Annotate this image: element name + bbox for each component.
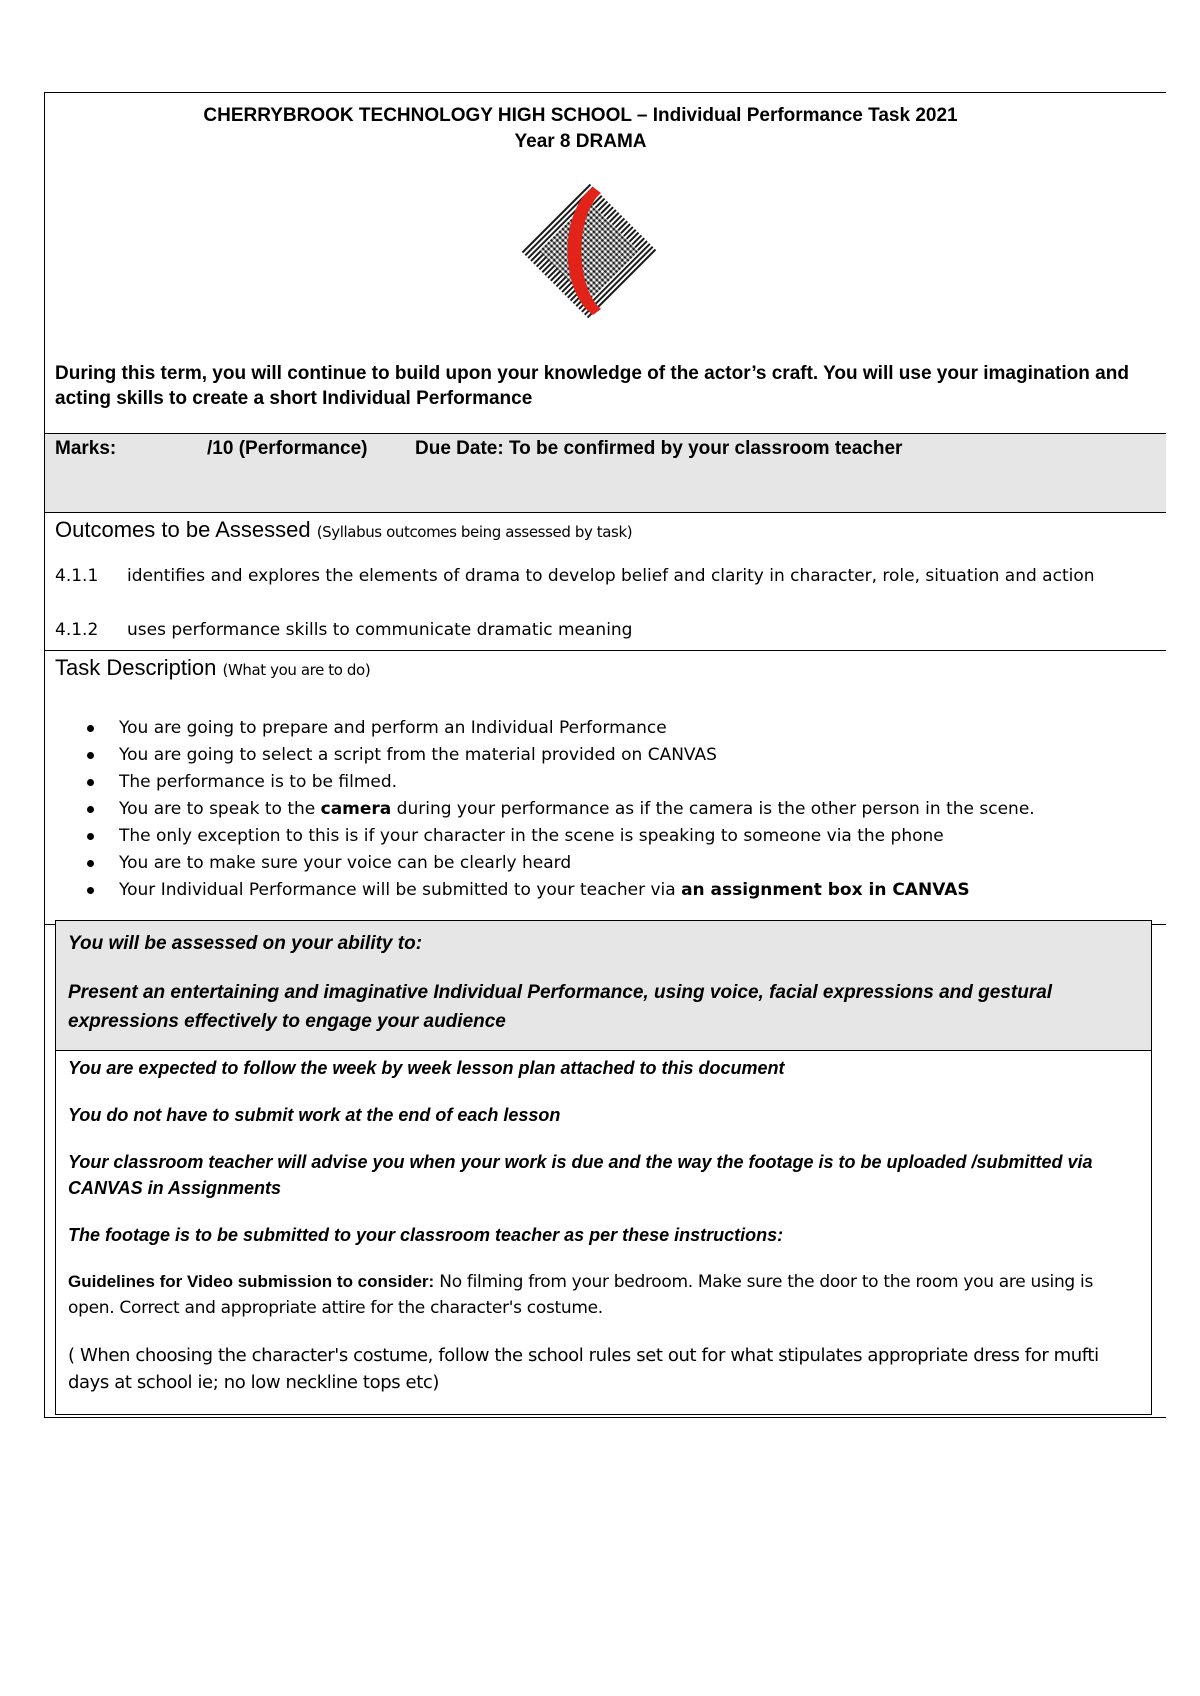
instruction-footage: The footage is to be submitted to your classroom teacher as per these instructions: [68, 1225, 784, 1245]
task-bullet-list [85, 715, 1035, 904]
outcome-item [55, 563, 1154, 589]
bullet-text: You are to speak to the [119, 799, 321, 819]
marks-label: Marks: [55, 438, 117, 459]
task-note: (What you are to do) [222, 661, 371, 679]
assessment-intro: You will be assessed on your ability to: [68, 933, 423, 954]
school-diamond-logo-icon [519, 181, 659, 321]
list-item: You are going to select a script from the material provided on CANVAS [85, 742, 1035, 769]
assessment-criteria [56, 921, 1151, 1051]
instruction-no-submit: You do not have to submit work at the end of each lesson [68, 1105, 561, 1125]
document-title [45, 103, 1116, 155]
outcome-text: uses performance skills to communicate dramatic meaning [127, 620, 633, 640]
bullet-emphasis: camera [320, 799, 392, 819]
header-section [45, 93, 1166, 434]
assessment-criterion: Present an entertaining and imaginative Individual Performance, using voice, facial expressions and gestural expressions effectively to engage your audience [68, 982, 1053, 1032]
task-introduction: During this term, you will continue to build upon your knowledge of the actor’s craft. You will use your imagination and acting skills to create a short Individual Performance [55, 363, 1129, 409]
list-item [85, 877, 1035, 904]
guidelines-label: Guidelines for Video submission to consider: [68, 1272, 435, 1291]
list-item: The performance is to be filmed. [85, 769, 1035, 796]
video-guidelines [68, 1269, 1139, 1321]
guidelines-text: No filming from your bedroom. Make sure the door to the room you are using is open. Correct and appropriate attire for the character's costume. [68, 1272, 1094, 1318]
marks-row [45, 434, 1166, 513]
outcome-item [55, 617, 1154, 643]
assessment-box [55, 920, 1152, 1415]
costume-note: ( When choosing the character's costume, follow the school rules set out for what stipulates appropriate dress for mufti days at school ie; no low neckline tops etc) [68, 1345, 1099, 1393]
due-date: Due Date: To be confirmed by your classroom teacher [415, 438, 903, 459]
task-description-section [45, 651, 1166, 925]
list-item: You are to make sure your voice can be clearly heard [85, 850, 1035, 877]
bullet-emphasis: an assignment box in CANVAS [681, 880, 970, 900]
task-heading [55, 655, 370, 681]
bullet-text: Your Individual Performance will be submitted to your teacher via [119, 880, 682, 900]
instruction-teacher-advice: Your classroom teacher will advise you when your work is due and the way the footage is to be uploaded /submitted via CANVAS in Assignments [68, 1152, 1093, 1198]
list-item: The only exception to this is if your character in the scene is speaking to someone via the phone [85, 823, 1035, 850]
outcomes-heading [55, 517, 632, 543]
outcomes-title: Outcomes to be Assessed [55, 517, 311, 542]
outcome-text: identifies and explores the elements of drama to develop belief and clarity in character, role, situation and action [127, 566, 1095, 586]
marks-performance: /10 (Performance) [207, 438, 368, 459]
task-title: Task Description [55, 655, 217, 680]
outcome-code: 4.1.2 [55, 620, 99, 640]
list-item [85, 796, 1035, 823]
title-line-2: Year 8 DRAMA [514, 131, 647, 152]
title-line-1: CHERRYBROOK TECHNOLOGY HIGH SCHOOL – Individual Performance Task 2021 [203, 105, 958, 126]
bullet-text: during your performance as if the camera is the other person in the scene. [391, 799, 1035, 819]
outcomes-section [45, 513, 1166, 651]
instructions-section [56, 1051, 1151, 1396]
list-item: You are going to prepare and perform an Individual Performance [85, 715, 1035, 742]
outcomes-note: (Syllabus outcomes being assessed by task) [316, 523, 633, 541]
outcome-code: 4.1.1 [55, 566, 99, 586]
instruction-lesson-plan: You are expected to follow the week by week lesson plan attached to this document [68, 1058, 785, 1078]
